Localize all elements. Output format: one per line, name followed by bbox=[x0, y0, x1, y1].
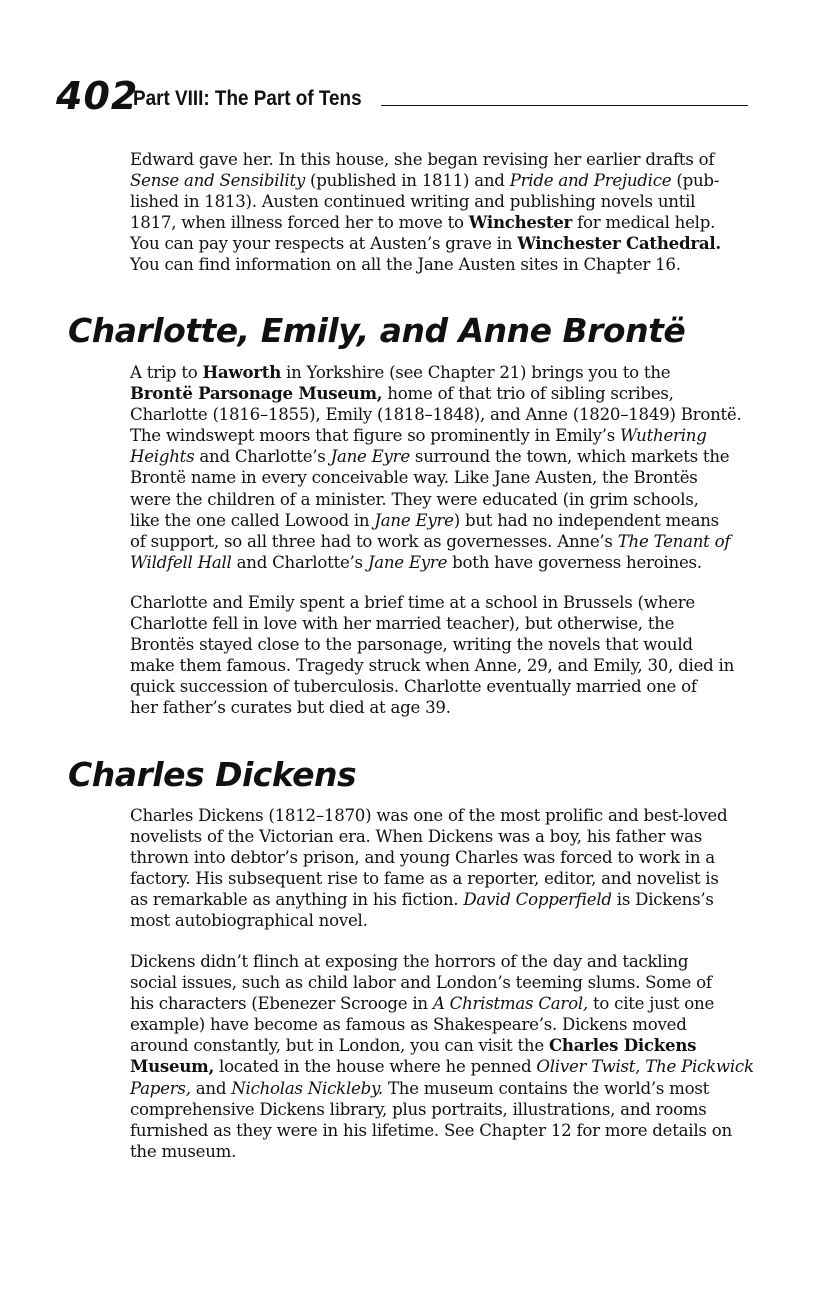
book-title: Jane Eyre bbox=[330, 447, 410, 467]
book-title: Jane Eyre bbox=[374, 510, 454, 530]
text-line: factory. His subsequent rise to fame as a reporter, editor, and novelist is bbox=[130, 869, 719, 889]
text-line: make them famous. Tragedy struck when Anne, 29, and Emily, 30, died in bbox=[130, 656, 735, 676]
header-rule bbox=[381, 105, 748, 106]
text-line: Sense and Sensibility (published in 1811) and Pride and Prejudice (pub- bbox=[130, 171, 720, 191]
book-title: Sense and Sensibility bbox=[130, 171, 305, 191]
text-line: Brontë name in every conceivable way. Like Jane Austen, the Brontës bbox=[130, 468, 698, 488]
text-line: furnished as they were in his lifetime. See Chapter 12 for more details on bbox=[130, 1120, 732, 1140]
text-line: Museum, located in the house where he penned Oliver Twist, The Pickwick bbox=[130, 1056, 754, 1077]
text-line: Charlotte (1816–1855), Emily (1818–1848), and Anne (1820–1849) Brontë. bbox=[130, 405, 742, 425]
text-line: quick succession of tuberculosis. Charlotte eventually married one of bbox=[130, 677, 697, 697]
text-line: social issues, such as child labor and London’s teeming slums. Some of bbox=[130, 973, 712, 993]
book-title: David Copperfield bbox=[463, 890, 612, 910]
text-line: of support, so all three had to work as governesses. Anne’s The Tenant of bbox=[130, 531, 731, 551]
text-line: You can pay your respects at Austen’s grave in Winchester Cathedral. bbox=[130, 233, 721, 254]
page-header bbox=[56, 72, 748, 118]
text-line: his characters (Ebenezer Scrooge in A Christmas Carol, to cite just one bbox=[130, 994, 715, 1014]
page-number: 402 bbox=[56, 74, 139, 118]
place-name: Winchester bbox=[468, 212, 573, 233]
book-title: Papers, bbox=[130, 1078, 191, 1098]
text-line: Dickens didn’t flinch at exposing the horrors of the day and tackling bbox=[130, 952, 689, 971]
text-line: Charlotte and Emily spent a brief time at a school in Brussels (where bbox=[130, 593, 695, 612]
text-line: novelists of the Victorian era. When Dickens was a boy, his father was bbox=[130, 827, 703, 847]
text-line: the museum. bbox=[130, 1141, 237, 1161]
text-line: Charlotte fell in love with her married teacher), but otherwise, the bbox=[130, 614, 675, 634]
place-name: Winchester Cathedral. bbox=[517, 233, 721, 254]
text-line: around constantly, but in London, you can visit the Charles Dickens bbox=[130, 1035, 697, 1056]
text-line: Brontë Parsonage Museum, home of that trio of sibling scribes, bbox=[130, 383, 674, 404]
bronte-paragraph-2 bbox=[130, 592, 762, 719]
text-line: Edward gave her. In this house, she began revising her earlier drafts of bbox=[130, 150, 715, 169]
text-line: Charles Dickens (1812–1870) was one of the most prolific and best-loved bbox=[130, 806, 728, 825]
section-title-bronte: Charlotte, Emily, and Anne Brontë bbox=[68, 311, 686, 350]
book-title: Wuthering bbox=[620, 426, 707, 446]
book-title: A Christmas Carol, bbox=[432, 994, 588, 1014]
place-name: Charles Dickens bbox=[548, 1035, 697, 1056]
book-title: Wildfell Hall bbox=[130, 552, 232, 572]
text-line: Wildfell Hall and Charlotte’s Jane Eyre both have governess heroines. bbox=[130, 552, 702, 572]
text-line: Brontës stayed close to the parsonage, writing the novels that would bbox=[130, 635, 693, 655]
intro-paragraph bbox=[130, 149, 762, 276]
place-name: Museum, bbox=[130, 1056, 214, 1077]
text-line: Papers, and Nicholas Nickleby. The museum contains the world’s most bbox=[130, 1078, 710, 1098]
running-head: Part VIII: The Part of Tens bbox=[133, 87, 362, 110]
text-line: example) have become as famous as Shakespeare’s. Dickens moved bbox=[130, 1015, 687, 1035]
dickens-paragraph-1 bbox=[130, 805, 762, 932]
text-line: her father’s curates but died at age 39. bbox=[130, 698, 451, 718]
book-title: Pride and Prejudice bbox=[509, 171, 672, 191]
text-line: 1817, when illness forced her to move to Winchester for medical help. bbox=[130, 212, 716, 233]
text-line: were the children of a minister. They were educated (in grim schools, bbox=[130, 489, 699, 509]
book-title: Nicholas Nickleby. bbox=[231, 1078, 383, 1098]
book-title: Heights bbox=[130, 447, 195, 467]
book-title: Jane Eyre bbox=[367, 552, 448, 572]
text-line: most autobiographical novel. bbox=[130, 911, 368, 931]
book-title: The Tenant of bbox=[617, 531, 731, 551]
place-name: Haworth bbox=[202, 362, 282, 382]
place-name: Brontë Parsonage Museum, bbox=[130, 383, 383, 404]
bronte-paragraph-1 bbox=[130, 362, 762, 573]
text-line: A trip to Haworth in Yorkshire (see Chapter 21) brings you to the bbox=[130, 362, 671, 382]
text-line: like the one called Lowood in Jane Eyre) but had no independent means bbox=[130, 510, 719, 530]
book-title: Oliver Twist, The Pickwick bbox=[536, 1057, 754, 1077]
section-title-dickens: Charles Dickens bbox=[68, 755, 357, 794]
text-line: thrown into debtor’s prison, and young Charles was forced to work in a bbox=[130, 848, 715, 868]
text-line: comprehensive Dickens library, plus portraits, illustrations, and rooms bbox=[130, 1099, 707, 1119]
text-line: Heights and Charlotte’s Jane Eyre surround the town, which markets the bbox=[130, 447, 730, 467]
dickens-paragraph-2 bbox=[130, 951, 762, 1162]
text-line: as remarkable as anything in his fiction. David Copperfield is Dickens’s bbox=[130, 890, 714, 910]
text-line: You can find information on all the Jane Austen sites in Chapter 16. bbox=[130, 255, 681, 275]
text-line: lished in 1813). Austen continued writing and publishing novels until bbox=[130, 192, 696, 212]
text-line: The windswept moors that figure so prominently in Emily’s Wuthering bbox=[130, 426, 707, 446]
